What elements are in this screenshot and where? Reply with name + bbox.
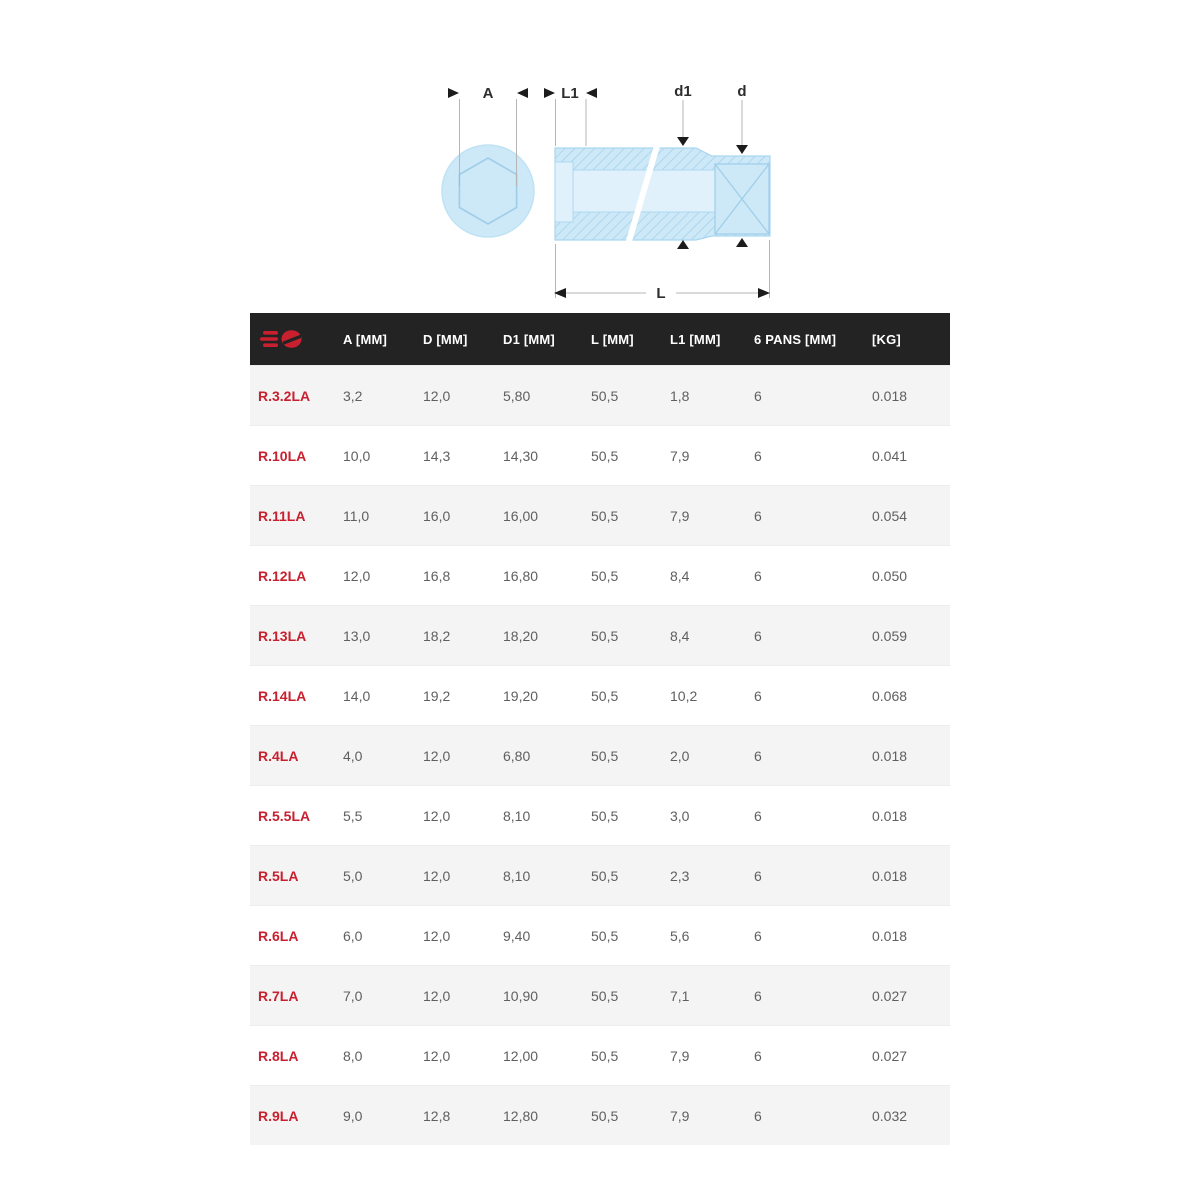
cell-d1: 18,20 bbox=[503, 627, 539, 644]
cell-d1: 16,00 bbox=[503, 507, 539, 524]
cell-d1: 8,10 bbox=[503, 867, 531, 884]
table-row bbox=[250, 545, 950, 605]
column-header-kg: [KG] bbox=[872, 331, 901, 347]
dim-label-d1: d1 bbox=[674, 83, 692, 100]
part-ref-link[interactable]: R.5LA bbox=[258, 867, 299, 884]
part-ref-link[interactable]: R.7LA bbox=[258, 987, 299, 1004]
dim-label-l1: L1 bbox=[561, 85, 579, 102]
cell-pans: 6 bbox=[754, 927, 762, 944]
part-ref-link[interactable]: R.14LA bbox=[258, 687, 307, 704]
cell-l: 50,5 bbox=[591, 447, 619, 464]
cell-l1: 7,1 bbox=[670, 987, 690, 1004]
dimension-l bbox=[554, 240, 770, 302]
table-row bbox=[250, 965, 950, 1025]
part-ref-link[interactable]: R.5.5LA bbox=[258, 807, 311, 824]
cell-a: 11,0 bbox=[343, 507, 370, 524]
part-ref-link[interactable]: R.13LA bbox=[258, 627, 307, 644]
cell-kg: 0.059 bbox=[872, 627, 908, 644]
cell-a: 13,0 bbox=[343, 627, 371, 644]
part-ref-link[interactable]: R.8LA bbox=[258, 1047, 299, 1064]
socket-front-view bbox=[442, 145, 534, 237]
cell-l: 50,5 bbox=[591, 927, 619, 944]
column-header-d1: D1 [MM] bbox=[503, 331, 555, 347]
cell-d: 12,0 bbox=[423, 747, 451, 764]
cell-l: 50,5 bbox=[591, 987, 619, 1004]
cell-l: 50,5 bbox=[591, 687, 619, 704]
cell-a: 5,0 bbox=[343, 867, 363, 884]
cell-l: 50,5 bbox=[591, 807, 619, 824]
cell-kg: 0.068 bbox=[872, 687, 908, 704]
table-body bbox=[250, 365, 950, 1145]
cell-pans: 6 bbox=[754, 447, 762, 464]
cell-pans: 6 bbox=[754, 687, 762, 704]
cell-pans: 6 bbox=[754, 807, 762, 824]
part-ref-link[interactable]: R.11LA bbox=[258, 507, 306, 524]
cell-pans: 6 bbox=[754, 507, 762, 524]
cell-kg: 0.050 bbox=[872, 567, 908, 584]
cell-kg: 0.032 bbox=[872, 1107, 908, 1124]
cell-d1: 5,80 bbox=[503, 387, 531, 404]
cell-pans: 6 bbox=[754, 627, 762, 644]
cell-a: 6,0 bbox=[343, 927, 363, 944]
column-header-l: L [MM] bbox=[591, 331, 634, 347]
cell-a: 8,0 bbox=[343, 1047, 363, 1064]
cell-d1: 12,00 bbox=[503, 1047, 539, 1064]
cell-l1: 7,9 bbox=[670, 1047, 690, 1064]
cell-d1: 9,40 bbox=[503, 927, 531, 944]
cell-d: 12,0 bbox=[423, 807, 451, 824]
cell-d: 12,0 bbox=[423, 1047, 451, 1064]
table-row bbox=[250, 905, 950, 965]
part-ref-link[interactable]: R.10LA bbox=[258, 447, 307, 464]
cell-d: 12,0 bbox=[423, 987, 451, 1004]
table-row bbox=[250, 725, 950, 785]
column-header-l1: L1 [MM] bbox=[670, 331, 721, 347]
column-header-a: A [MM] bbox=[343, 331, 388, 347]
cell-l1: 1,8 bbox=[670, 387, 690, 404]
cell-d1: 12,80 bbox=[503, 1107, 539, 1124]
cell-pans: 6 bbox=[754, 747, 762, 764]
cell-kg: 0.027 bbox=[872, 987, 908, 1004]
cell-l1: 7,9 bbox=[670, 1107, 690, 1124]
cell-pans: 6 bbox=[754, 1107, 762, 1124]
cell-pans: 6 bbox=[754, 387, 762, 404]
dimension-l1 bbox=[544, 85, 597, 146]
part-ref-link[interactable]: R.9LA bbox=[258, 1107, 299, 1124]
cell-kg: 0.041 bbox=[872, 447, 908, 464]
cell-l1: 2,0 bbox=[670, 747, 690, 764]
table-row bbox=[250, 425, 950, 485]
column-header-pans: 6 PANS [MM] bbox=[754, 331, 837, 347]
cell-l: 50,5 bbox=[591, 867, 619, 884]
cell-l: 50,5 bbox=[591, 387, 619, 404]
table-row bbox=[250, 485, 950, 545]
cell-d: 12,8 bbox=[423, 1107, 451, 1124]
cell-kg: 0.018 bbox=[872, 387, 908, 404]
dim-label-d: d bbox=[737, 83, 747, 100]
cell-pans: 6 bbox=[754, 987, 762, 1004]
part-ref-link[interactable]: R.6LA bbox=[258, 927, 299, 944]
cell-d1: 19,20 bbox=[503, 687, 539, 704]
cell-l: 50,5 bbox=[591, 1107, 619, 1124]
cell-d1: 14,30 bbox=[503, 447, 539, 464]
cell-l1: 8,4 bbox=[670, 627, 690, 644]
cell-d: 19,2 bbox=[423, 687, 451, 704]
cell-d1: 6,80 bbox=[503, 747, 531, 764]
socket-technical-drawing bbox=[430, 60, 790, 310]
cell-d: 16,0 bbox=[423, 507, 451, 524]
facom-logo-icon bbox=[250, 328, 335, 350]
cell-l1: 5,6 bbox=[670, 927, 690, 944]
dim-label-l: L bbox=[656, 285, 666, 302]
part-ref-link[interactable]: R.4LA bbox=[258, 747, 299, 764]
cell-l1: 3,0 bbox=[670, 807, 690, 824]
cell-pans: 6 bbox=[754, 567, 762, 584]
part-ref-link[interactable]: R.12LA bbox=[258, 567, 307, 584]
table-row bbox=[250, 365, 950, 425]
cell-a: 3,2 bbox=[343, 387, 363, 404]
cell-d: 18,2 bbox=[423, 627, 451, 644]
table-row bbox=[250, 845, 950, 905]
spec-table bbox=[250, 313, 950, 1145]
cell-kg: 0.018 bbox=[872, 807, 908, 824]
cell-d: 14,3 bbox=[423, 447, 451, 464]
cell-l1: 7,9 bbox=[670, 507, 690, 524]
cell-a: 12,0 bbox=[343, 567, 371, 584]
cell-d1: 8,10 bbox=[503, 807, 531, 824]
cell-kg: 0.018 bbox=[872, 747, 908, 764]
cell-d1: 10,90 bbox=[503, 987, 539, 1004]
cell-l1: 8,4 bbox=[670, 567, 690, 584]
cell-l1: 2,3 bbox=[670, 867, 690, 884]
table-header bbox=[250, 313, 950, 365]
cell-d1: 16,80 bbox=[503, 567, 539, 584]
table-row bbox=[250, 605, 950, 665]
cell-a: 5,5 bbox=[343, 807, 363, 824]
cell-d: 12,0 bbox=[423, 387, 451, 404]
cell-a: 7,0 bbox=[343, 987, 363, 1004]
dim-label-a: A bbox=[482, 85, 494, 102]
cell-d: 16,8 bbox=[423, 567, 451, 584]
cell-l: 50,5 bbox=[591, 1047, 619, 1064]
socket-side-view bbox=[555, 139, 770, 248]
cell-a: 4,0 bbox=[343, 747, 363, 764]
square-drive-section bbox=[715, 164, 769, 234]
table-row bbox=[250, 665, 950, 725]
part-ref-link[interactable]: R.3.2LA bbox=[258, 387, 311, 404]
table-row bbox=[250, 785, 950, 845]
cell-pans: 6 bbox=[754, 867, 762, 884]
cell-kg: 0.018 bbox=[872, 927, 908, 944]
table-row bbox=[250, 1025, 950, 1085]
cell-d: 12,0 bbox=[423, 927, 451, 944]
cell-a: 14,0 bbox=[343, 687, 371, 704]
cell-l: 50,5 bbox=[591, 627, 619, 644]
column-header-d: D [MM] bbox=[423, 331, 468, 347]
cell-kg: 0.054 bbox=[872, 507, 908, 524]
cell-a: 10,0 bbox=[343, 447, 371, 464]
cell-l: 50,5 bbox=[591, 747, 619, 764]
cell-l: 50,5 bbox=[591, 507, 619, 524]
cell-kg: 0.027 bbox=[872, 1047, 908, 1064]
cell-kg: 0.018 bbox=[872, 867, 908, 884]
cell-l: 50,5 bbox=[591, 567, 619, 584]
cell-pans: 6 bbox=[754, 1047, 762, 1064]
cell-l1: 10,2 bbox=[670, 687, 698, 704]
cell-d: 12,0 bbox=[423, 867, 451, 884]
cell-a: 9,0 bbox=[343, 1107, 363, 1124]
table-row bbox=[250, 1085, 950, 1145]
cell-l1: 7,9 bbox=[670, 447, 690, 464]
